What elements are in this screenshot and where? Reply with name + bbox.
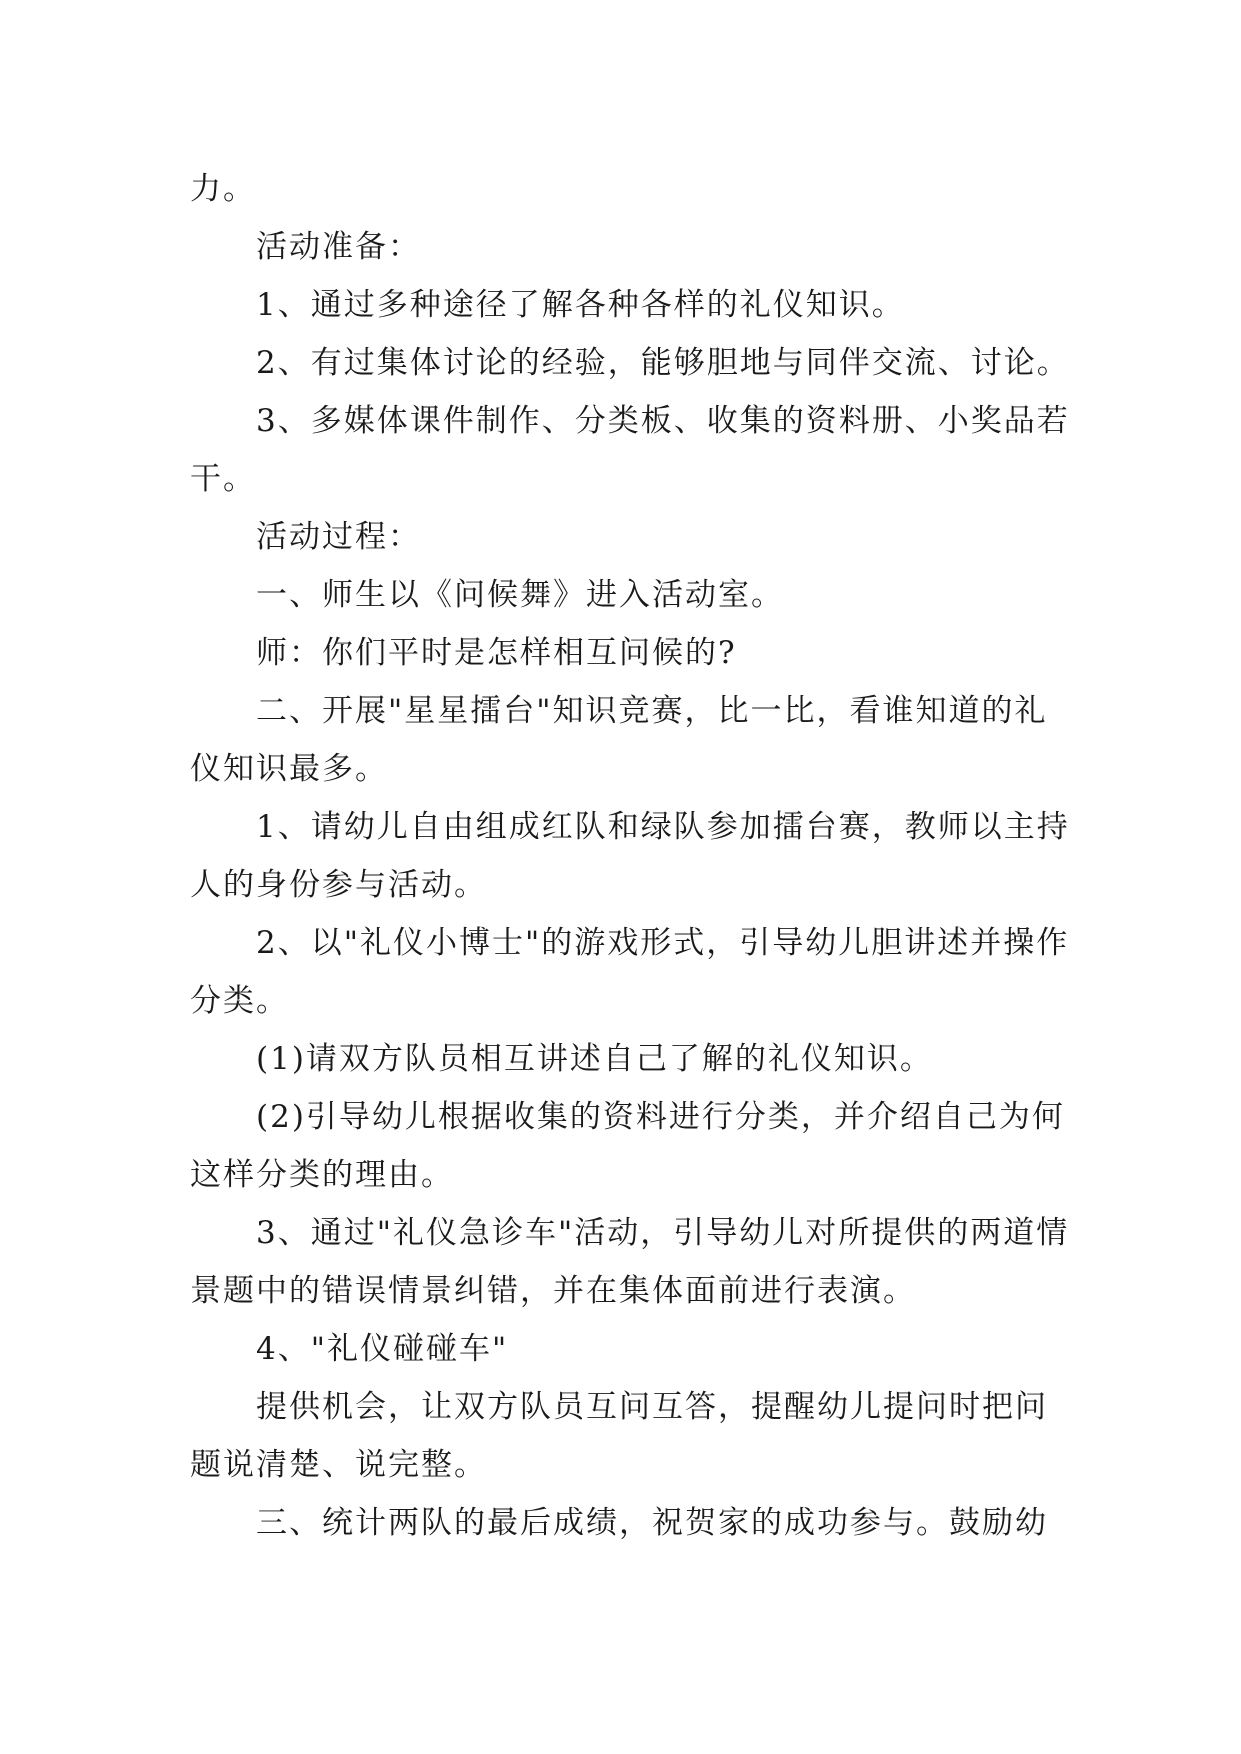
- paragraph-continuation: 力。: [190, 171, 256, 207]
- heading-activity-process: 活动过程：: [256, 519, 421, 555]
- heading-activity-preparation: 活动准备：: [256, 229, 421, 265]
- preparation-item-3: 3、多媒体课件制作、分类板、收集的资料册、小奖品若干。: [190, 403, 1070, 497]
- step-2-item-2-sub-1: (1)请双方队员相互讲述自己了解的礼仪知识。: [256, 1041, 933, 1077]
- preparation-item-2: 2、有过集体讨论的经验，能够胆地与同伴交流、讨论。: [256, 345, 1070, 381]
- process-step-1: 一、师生以《问候舞》进入活动室。: [256, 577, 784, 613]
- step-2-item-2-sub-2: (2)引导幼儿根据收集的资料进行分类，并介绍自己为何这样分类的理由。: [190, 1099, 1065, 1193]
- step-2-item-4-detail: 提供机会，让双方队员互问互答，提醒幼儿提问时把问题说清楚、说完整。: [190, 1389, 1048, 1483]
- step-2-item-4: 4、"礼仪碰碰车": [256, 1331, 509, 1367]
- step-2-item-2: 2、以"礼仪小博士"的游戏形式，引导幼儿胆讲述并操作分类。: [190, 925, 1070, 1019]
- step-2-item-1: 1、请幼儿自由组成红队和绿队参加擂台赛，教师以主持人的身份参与活动。: [190, 809, 1070, 903]
- process-step-3: 三、统计两队的最后成绩，祝贺家的成功参与。鼓励幼: [256, 1505, 1048, 1541]
- document-body: [190, 160, 1070, 1552]
- process-step-2: 二、开展"星星擂台"知识竞赛，比一比，看谁知道的礼仪知识最多。: [190, 693, 1048, 787]
- step-2-item-3: 3、通过"礼仪急诊车"活动，引导幼儿对所提供的两道情景题中的错误情景纠错，并在集体面前进行表演。: [190, 1215, 1070, 1309]
- teacher-question: 师：你们平时是怎样相互问候的?: [256, 635, 737, 671]
- preparation-item-1: 1、通过多种途径了解各种各样的礼仪知识。: [256, 287, 905, 323]
